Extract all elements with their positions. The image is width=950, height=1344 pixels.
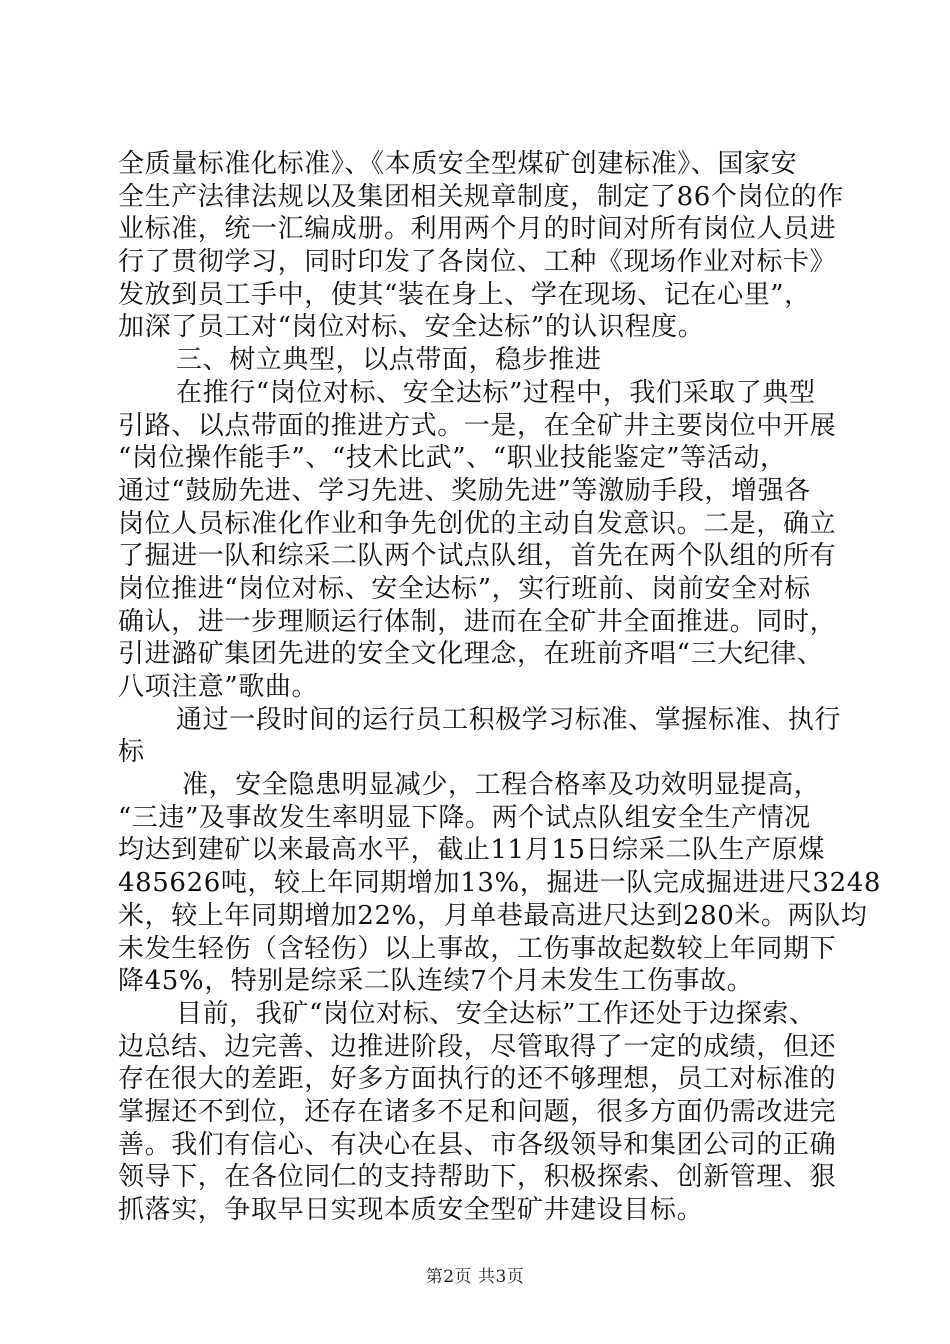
text-line: 引进潞矿集团先进的安全文化理念，在班前齐唱“三大纪律、 — [118, 639, 824, 670]
text-line: 存在很大的差距，好多方面执行的还不够理想，员工对标准的 — [118, 1064, 837, 1095]
text-line: 标 — [118, 737, 145, 768]
text-line: “三违”及事故发生率明显下降。两个试点队组安全生产情况 — [118, 802, 811, 833]
text-line: 岗位推进“岗位对标、安全达标”，实行班前、岗前安全对标 — [118, 573, 811, 604]
text-line: 领导下，在各位同仁的支持帮助下，积极探索、创新管理、狠 — [118, 1162, 837, 1193]
paragraph-first-line: 目前，我矿“岗位对标、安全达标”工作还处于边探索、 — [176, 998, 816, 1029]
text-line: 八项注意”歌曲。 — [118, 672, 319, 702]
text-line: 通过“鼓励先进、学习先进、奖励先进”等激励手段，增强各 — [118, 475, 811, 506]
text-line: 业标准，统一汇编成册。利用两个月的时间对所有岗位人员进 — [118, 214, 837, 245]
text-line: 掌握还不到位，还存在诸多不足和问题，很多方面仍需改进完 — [118, 1096, 837, 1127]
text-line: 确认，进一步理顺运行体制，进而在全矿井全面推进。同时， — [118, 606, 837, 637]
text-line: 全生产法律法规以及集团相关规章制度，制定了86个岗位的作 — [118, 181, 844, 212]
paragraph-first-line: 准，安全隐患明显减少，工程合格率及功效明显提高， — [182, 770, 821, 801]
text-line: 行了贯彻学习，同时印发了各岗位、工种《现场作业对标卡》 — [118, 247, 837, 278]
text-line: 抓落实，争取早日实现本质安全型矿井建设目标。 — [118, 1195, 704, 1225]
text-line: 均达到建矿以来最高水平，截止11月15日综采二队生产原煤 — [118, 835, 825, 866]
text-line: 485626吨，较上年同期增加13%，掘进一队完成掘进进尺3248 — [118, 868, 882, 899]
paragraph-first-line: 通过一段时间的运行员工积极学习标准、掌握标准、执行 — [176, 704, 842, 735]
text-line: 加深了员工对“岗位对标、安全达标”的认识程度。 — [118, 312, 705, 343]
text-line: 了掘进一队和综采二队两个试点队组，首先在两个队组的所有 — [118, 541, 837, 572]
text-line: 边总结、边完善、边推进阶段，尽管取得了一定的成绩，但还 — [118, 1031, 837, 1062]
text-line: 发放到员工手中，使其“装在身上、学在现场、记在心里”， — [118, 279, 811, 310]
text-line: 善。我们有信心、有决心在县、市各级领导和集团公司的正确 — [118, 1129, 837, 1160]
text-line: “岗位操作能手”、“技术比武”、“职业技能鉴定”等活动， — [118, 443, 787, 474]
text-line: 引路、以点带面的推进方式。一是，在全矿井主要岗位中开展 — [118, 410, 837, 441]
paragraph-first-line: 在推行“岗位对标、安全达标”过程中，我们采取了典型 — [176, 377, 816, 408]
text-line: 岗位人员标准化作业和争先创优的主动自发意识。二是，确立 — [118, 508, 837, 539]
text-line: 降45%，特别是综采二队连续7个月未发生工伤事故。 — [118, 966, 754, 997]
text-line: 米，较上年同期增加22%，月单巷最高进尺达到280米。两队均 — [118, 900, 868, 931]
document-body — [118, 148, 882, 1227]
section-heading: 三、树立典型，以点带面，稳步推进 — [176, 345, 602, 376]
text-line: 全质量标准化标准》、《本质安全型煤矿创建标准》、国家安 — [118, 149, 798, 179]
text-line: 未发生轻伤（含轻伤）以上事故，工伤事故起数较上年同期下 — [118, 933, 837, 964]
page-footer: 第2页 共3页 — [425, 1267, 525, 1287]
